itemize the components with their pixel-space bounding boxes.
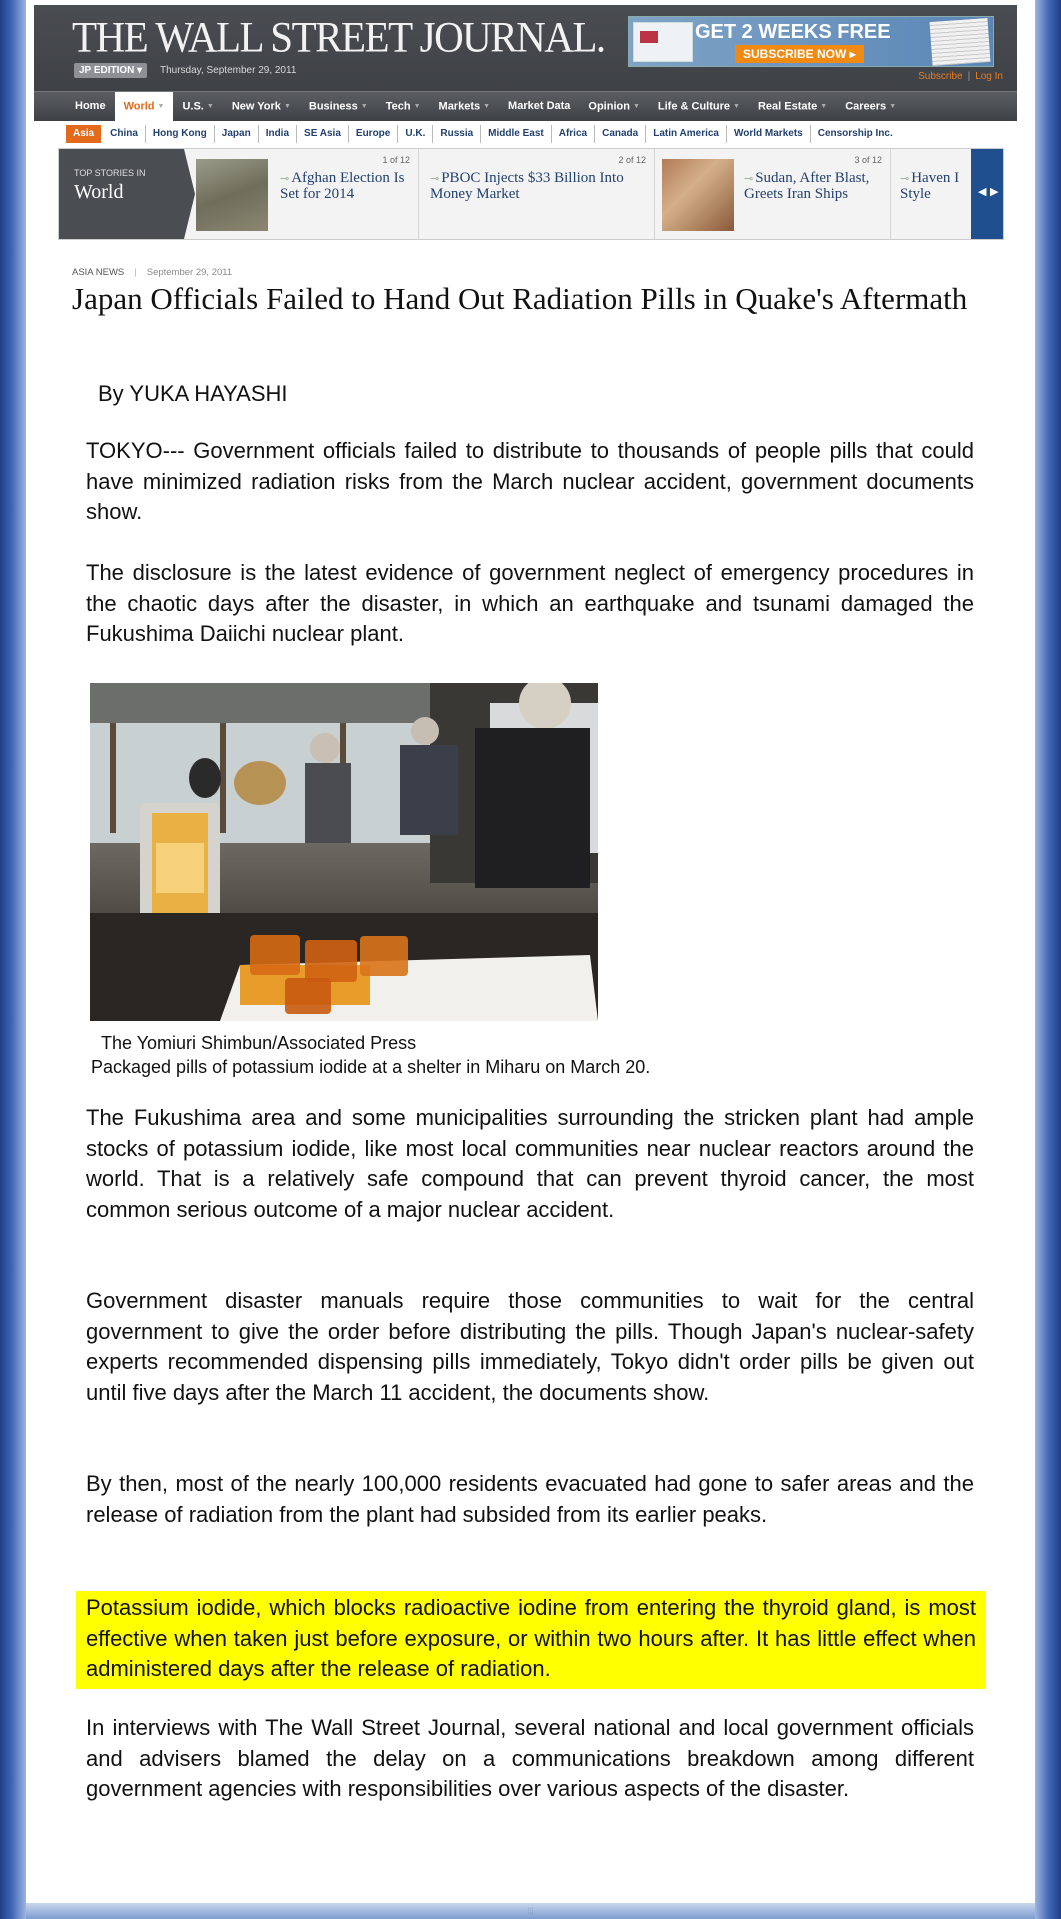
login-link[interactable]: Log In — [975, 71, 1003, 82]
subnav-censorship-inc[interactable]: Censorship Inc. — [817, 128, 893, 139]
masthead-date: Thursday, September 29, 2011 — [160, 65, 297, 76]
caret-down-icon: ▼ — [360, 103, 368, 110]
account-links: Subscribe | Log In — [918, 71, 1003, 82]
article-kicker: ASIA NEWS | September 29, 2011 — [72, 267, 233, 278]
article-paragraph: In interviews with The Wall Street Journal, several national and local government officials and advisers blamed the delay on a communications breakdown among different government agencies with responsibilities over various aspects of the disaster. — [86, 1715, 974, 1801]
newspaper-image — [930, 18, 991, 66]
subnav-world-markets[interactable]: World Markets — [727, 125, 811, 143]
article-paragraph: The disclosure is the latest evidence of government neglect of emergency procedures in the chaotic days after the disaster, in which an earthquake and tsunami damaged the Fukushima Daiichi nuclear plant. — [86, 560, 974, 646]
subnav-middle-east[interactable]: Middle East — [481, 125, 552, 143]
main-nav — [34, 91, 1017, 121]
article-date: September 29, 2011 — [146, 267, 233, 278]
top-story-3[interactable]: 3 of 12 ⊸ Sudan, After Blast, Greets Iran Ships — [654, 149, 891, 239]
photo-credit: The Yomiuri Shimbun/Associated Press — [101, 1033, 417, 1053]
subnav-hong-kong[interactable]: Hong Kong — [146, 125, 215, 143]
carousel-arrows — [971, 149, 1003, 239]
photo-illustration — [90, 683, 598, 1021]
caret-down-icon: ▼ — [889, 103, 897, 110]
top-story-4[interactable] — [890, 149, 971, 239]
subnav-asia[interactable]: Asia — [66, 125, 101, 143]
section-label[interactable]: ASIA NEWS — [72, 267, 125, 278]
caret-down-icon: ▼ — [733, 103, 740, 110]
nav-us[interactable]: U.S. ▼ — [182, 100, 214, 113]
nav-market-data[interactable]: Market Data — [508, 100, 571, 112]
key-icon: ⊸ — [430, 173, 440, 185]
window-frame-bottom — [26, 1903, 1035, 1919]
caret-down-icon: ▼ — [632, 103, 640, 110]
subnav-russia[interactable]: Russia — [433, 125, 481, 143]
caret-down-icon: ▼ — [413, 103, 421, 110]
nav-home[interactable]: Home — [75, 100, 106, 112]
key-icon: ⊸ — [744, 173, 754, 185]
nav-careers[interactable]: Careers ▼ — [845, 100, 897, 113]
subnav-europe[interactable]: Europe — [349, 125, 398, 143]
photo-caption: Packaged pills of potassium iodide at a shelter in Miharu on March 20. — [91, 1057, 651, 1077]
promo-thumbnail — [633, 22, 693, 62]
nav-new-york[interactable]: New York ▼ — [231, 100, 291, 113]
promo-title: GET 2 WEEKS FREE — [695, 21, 891, 43]
nav-business[interactable]: Business ▼ — [308, 100, 368, 113]
subnav-africa[interactable]: Africa — [552, 125, 595, 143]
article-paragraph: By then, most of the nearly 100,000 residents evacuated had gone to safer areas and the release of radiation from the plant had subsided from its earlier peaks. — [86, 1471, 974, 1527]
nav-markets[interactable]: Markets ▼ — [438, 100, 491, 113]
resize-grip-icon[interactable]: ⦙⦙⦙ — [527, 1906, 534, 1916]
top-stories-carousel — [58, 148, 1004, 240]
caret-down-icon: ▼ — [157, 103, 165, 110]
caret-down-icon: ▼ — [483, 103, 491, 110]
caret-down-icon: ▼ — [820, 103, 828, 110]
nav-tech[interactable]: Tech ▼ — [385, 100, 421, 113]
article-paragraph: The Fukushima area and some municipalities surrounding the stricken plant had ample stocks of potassium iodide, like most local communities near nuclear reactors around the world. That is a relatively safe compound that can prevent thyroid cancer, the most common serious outcome of a major nuclear accident. — [86, 1105, 974, 1222]
subscribe-now-button[interactable]: SUBSCRIBE NOW ▸ — [735, 45, 864, 63]
subnav-latin-america[interactable]: Latin America — [646, 125, 727, 143]
subnav-china[interactable]: China — [103, 125, 146, 143]
chevron-right-icon[interactable]: ▶ — [990, 186, 999, 198]
story-headline: Haven I Style — [900, 170, 960, 202]
subnav-canada[interactable]: Canada — [595, 125, 646, 143]
top-story-2[interactable]: 2 of 12 ⊸ PBOC Injects $33 Billion Into Money Market — [418, 149, 655, 239]
story-thumbnail — [662, 159, 734, 231]
subnav-uk[interactable]: U.K. — [398, 125, 433, 143]
article-byline: By YUKA HAYASHI — [98, 381, 288, 406]
story-headline: Afghan Election Is Set for 2014 — [280, 170, 405, 202]
wsj-logo[interactable]: THE WALL STREET JOURNAL. — [72, 12, 605, 62]
key-icon: ⊸ — [900, 173, 910, 185]
subscription-promo[interactable] — [628, 16, 994, 67]
story-headline: PBOC Injects $33 Billion Into Money Market — [430, 170, 624, 202]
story-headline: Sudan, After Blast, Greets Iran Ships — [744, 170, 870, 202]
subnav-india[interactable]: India — [259, 125, 297, 143]
nav-opinion[interactable]: Opinion ▼ — [588, 100, 640, 113]
chevron-left-icon[interactable]: ◀ — [978, 186, 987, 198]
nav-world[interactable]: World ▼ — [115, 92, 174, 121]
caret-down-icon: ▼ — [283, 103, 291, 110]
key-icon: ⊸ — [280, 173, 290, 185]
page — [26, 0, 1035, 1903]
subnav-se-asia[interactable]: SE Asia — [297, 125, 349, 143]
article-photo — [90, 683, 598, 1021]
article-headline: Japan Officials Failed to Hand Out Radiation Pills in Quake's Aftermath — [72, 281, 968, 316]
top-story-1[interactable]: 1 of 12 ⊸ Afghan Election Is Set for 2014 — [184, 149, 419, 239]
subscribe-link[interactable]: Subscribe — [918, 71, 963, 82]
subnav-japan[interactable]: Japan — [215, 125, 259, 143]
window-frame-left — [0, 0, 26, 1919]
top-stories-label: TOP STORIES IN World — [59, 149, 184, 239]
article-paragraph: TOKYO--- Government officials failed to distribute to thousands of people pills that could have minimized radiation risks from the March nuclear accident, government documents show. — [86, 438, 974, 524]
edition-selector[interactable]: JP EDITION ▾ — [74, 63, 147, 78]
sub-nav — [66, 125, 900, 143]
nav-real-estate[interactable]: Real Estate ▼ — [757, 100, 828, 113]
window-frame-right — [1035, 0, 1061, 1919]
article-paragraph: Government disaster manuals require those communities to wait for the central government to give the order before distributing the pills. Though Japan's nuclear-safety experts recommended dispensing pills immediately, Tokyo didn't order pills be given out until five days after the March 11 accident, the documents show. — [86, 1288, 974, 1405]
story-thumbnail — [196, 159, 268, 231]
highlighted-paragraph: Potassium iodide, which blocks radioactive iodine from entering the thyroid gland, is most effective when taken just before exposure, or within two hours after. It has little effect when administered days after the release of radiation. — [76, 1591, 986, 1689]
caret-down-icon: ▼ — [206, 103, 214, 110]
nav-life-culture[interactable]: Life & Culture ▼ — [657, 100, 740, 113]
